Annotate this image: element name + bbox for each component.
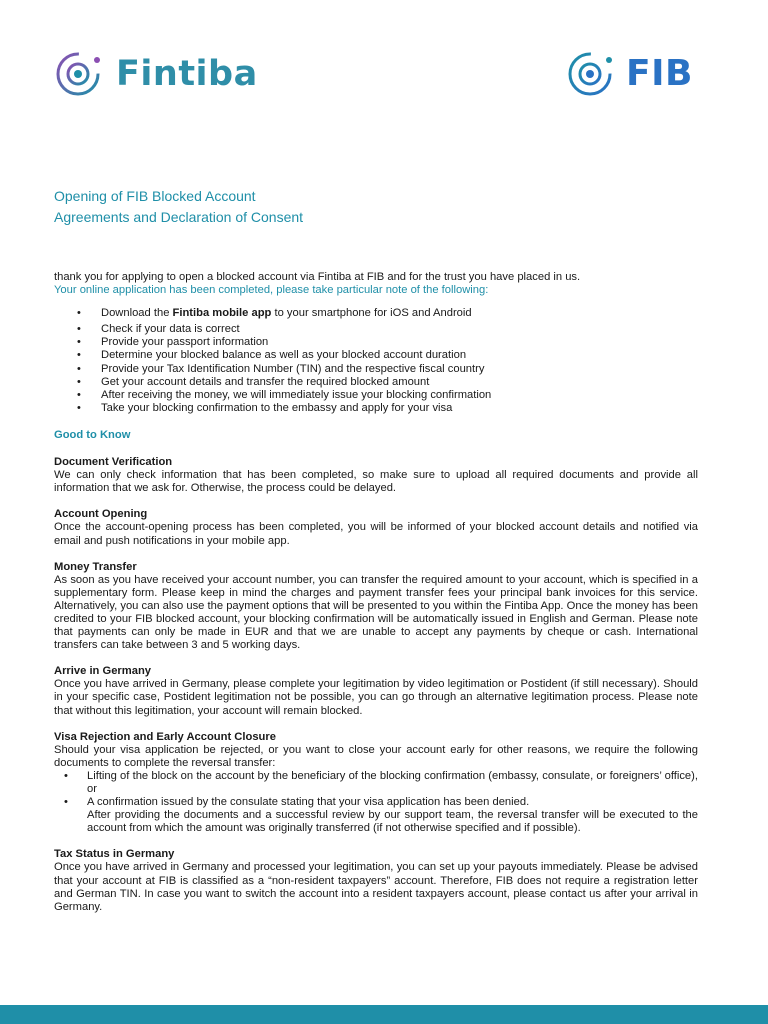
section-text-arrive: Once you have arrived in Germany, please complete your legitimation by video legitimation or Postident (if still necessary). Should in your specific case, Postident legitimation not be possible, you can go through an alternative legitimation process. Please note that without this legitimation, your account will remain blocked. xyxy=(54,678,698,717)
step-item: • Provide your passport information xyxy=(101,336,698,349)
step-item: • Provide your Tax Identification Number (TIN) and the respective fiscal country xyxy=(101,363,698,376)
document-titles xyxy=(54,188,303,225)
section-heading-verification: Document Verification xyxy=(54,456,173,469)
document-body xyxy=(54,271,698,914)
section-text-opening: Once the account-opening process has been completed, you will be informed of your blocked account details and notified via email and push notifications in your mobile app. xyxy=(54,521,698,547)
fib-logo-icon xyxy=(566,49,618,99)
section-heading-transfer: Money Transfer xyxy=(54,560,137,573)
rejection-list xyxy=(54,770,698,835)
footer-bar xyxy=(0,1005,768,1024)
section-text-tax: Once you have arrived in Germany and processed your legitimation, you can set up your payouts immediately. Please be advised that your account at FIB is classified as a “non-resident taxpayers” account. Therefore, FIB does not require a registration letter and German TIN. In case you want to switch the account into a resident taxpayers account, please contact us after your arrival in Germany. xyxy=(54,861,698,913)
step-item: • After receiving the money, we will immediately issue your blocking confirmation xyxy=(101,389,698,402)
document-title: Opening of FIB Blocked Account xyxy=(54,188,256,204)
fintiba-logo xyxy=(54,49,258,99)
rejection-item: • Lifting of the block on the account by the beneficiary of the blocking confirmation (embassy, consulate, or foreigners’ office), or xyxy=(87,770,698,796)
section-text-rejection: Should your visa application be rejected, or you want to close your account early for other reasons, we require the following documents to complete the reversal transfer: xyxy=(54,743,698,769)
fintiba-logo-icon xyxy=(54,49,106,99)
steps-list xyxy=(54,307,698,415)
step-item: • Get your account details and transfer the required blocked amount xyxy=(101,376,698,389)
section-heading-opening: Account Opening xyxy=(54,508,148,521)
step-item: • Take your blocking confirmation to the embassy and apply for your visa xyxy=(101,402,698,415)
fib-logo xyxy=(566,49,693,99)
step-item-download: • Download the Fintiba mobile app to your smartphone for iOS and Android xyxy=(101,307,698,320)
fib-logo-text: FIB xyxy=(626,53,693,94)
intro-highlight: Your online application has been completed, please take particular note of the following: xyxy=(54,284,489,297)
intro-text: thank you for applying to open a blocked account via Fintiba at FIB and for the trust you have placed in us. xyxy=(54,271,581,283)
rejection-item: • A confirmation issued by the consulate stating that your visa application has been denied. After providing the documents and a successful review by our support team, the reversal transfer will be executed to the account from which the amount was originally transferred (if not otherwise specified and if possible). xyxy=(87,796,698,835)
section-text-transfer: As soon as you have received your account number, you can transfer the required amount to your account, which is specified in a supplementary form. Please keep in mind the charges and payment transfer fees your principal bank invoices for this service. Alternatively, you can also use the payment options that will be presented to you within the Fintiba App. Once the money has been credited to your FIB blocked account, your blocking confirmation will be automatically issued in English and German. Please note that payments can only be made in EUR and that we are unable to accept any payments by cheque or cash. International transfers can take between 3 and 5 working days. xyxy=(54,573,698,652)
good-to-know-heading: Good to Know xyxy=(54,428,131,441)
fintiba-logo-text: Fintiba xyxy=(116,53,258,94)
app-name: Fintiba mobile app xyxy=(172,307,272,320)
step-item: • Check if your data is correct xyxy=(101,323,698,336)
section-heading-rejection: Visa Rejection and Early Account Closure xyxy=(54,730,276,743)
step-item: • Determine your blocked balance as well as your blocked account duration xyxy=(101,349,698,362)
section-text-verification: We can only check information that has been completed, so make sure to upload all required documents and provide all information that we ask for. Otherwise, the process could be delayed. xyxy=(54,469,698,495)
section-heading-tax: Tax Status in Germany xyxy=(54,848,175,861)
section-heading-arrive: Arrive in Germany xyxy=(54,665,152,678)
document-subtitle: Agreements and Declaration of Consent xyxy=(54,209,304,225)
